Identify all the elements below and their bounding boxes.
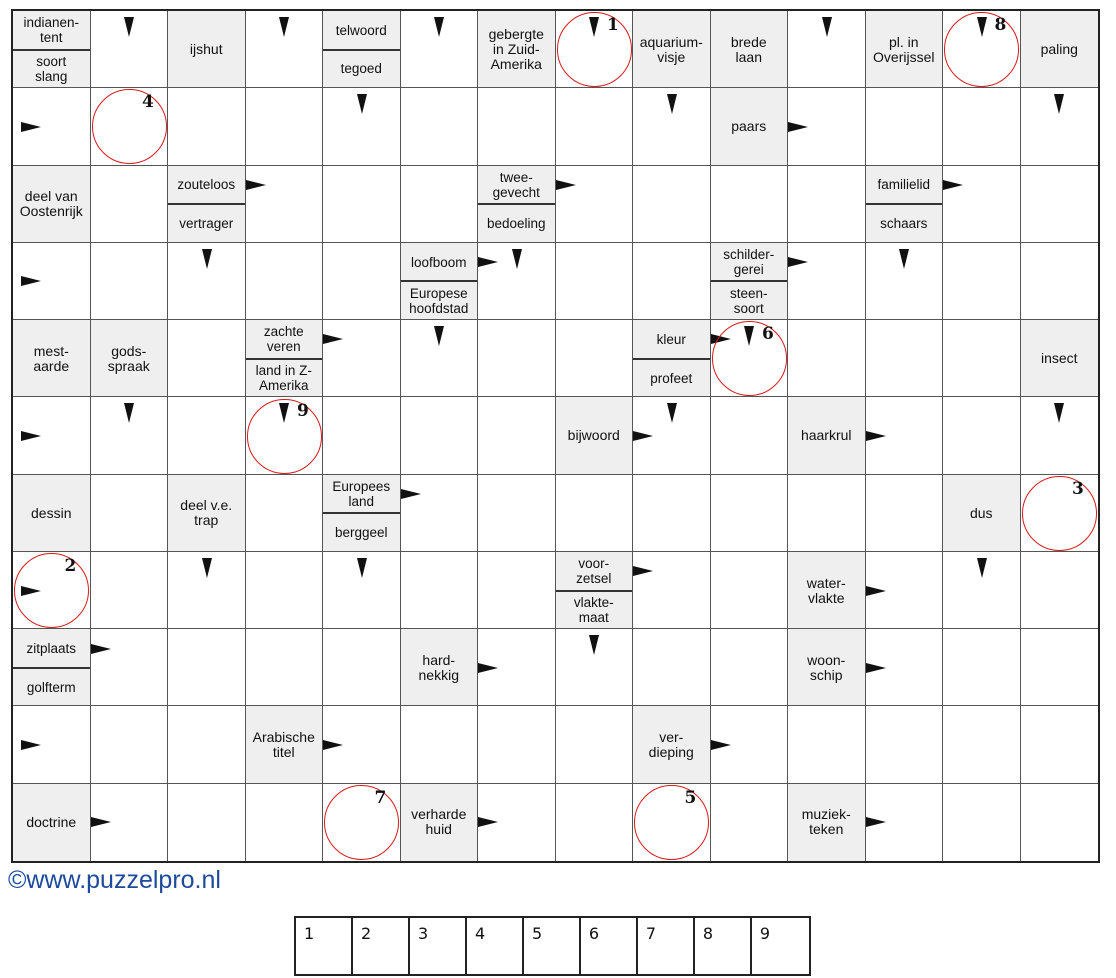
circle-number: 1 <box>607 15 619 35</box>
clue-cell <box>401 629 479 706</box>
arrow-down-icon <box>357 558 367 578</box>
clue-text: land in Z- Amerika <box>255 363 312 394</box>
answer-cell[interactable] <box>478 88 556 165</box>
answer-cell[interactable] <box>168 320 246 397</box>
arrow-right-icon <box>21 122 41 132</box>
clue-text: gods- spraak <box>107 342 150 374</box>
answer-cell[interactable] <box>711 784 789 861</box>
arrow-down-icon <box>977 17 987 37</box>
clue-cell <box>478 11 556 88</box>
answer-cell[interactable] <box>788 706 866 783</box>
clue-text: vertrager <box>179 215 234 231</box>
answer-cell[interactable] <box>246 475 324 552</box>
answer-cell[interactable] <box>866 88 944 165</box>
clue-cell <box>788 629 866 706</box>
solution-cell[interactable] <box>524 918 581 974</box>
answer-cell[interactable] <box>323 166 401 243</box>
arrow-down-icon <box>434 326 444 346</box>
arrow-down-icon <box>667 94 677 114</box>
answer-cell[interactable] <box>633 784 711 861</box>
clue-text: paling <box>1040 41 1078 58</box>
arrow-down-icon <box>667 403 677 423</box>
clue-cell <box>168 166 246 243</box>
clue-text: loofboom <box>410 254 467 270</box>
answer-cell[interactable] <box>168 629 246 706</box>
answer-cell[interactable] <box>556 166 634 243</box>
answer-cell[interactable] <box>323 784 401 861</box>
clue-cell <box>478 166 556 243</box>
answer-cell[interactable] <box>91 475 169 552</box>
arrow-right-icon <box>788 122 808 132</box>
answer-cell[interactable] <box>246 88 324 165</box>
clue-text: familielid <box>877 177 931 193</box>
answer-cell[interactable] <box>788 475 866 552</box>
answer-cell[interactable] <box>323 397 401 474</box>
clue-cell <box>866 166 944 243</box>
clue-cell <box>13 629 91 706</box>
circle-number: 9 <box>297 401 309 422</box>
clue-cell <box>633 11 711 88</box>
clue-cell <box>633 706 711 783</box>
answer-cell[interactable] <box>91 88 169 165</box>
clue-cell <box>323 475 401 552</box>
clue-cell <box>13 320 91 397</box>
arrow-right-icon <box>21 431 41 441</box>
answer-cell[interactable] <box>401 706 479 783</box>
answer-cell[interactable] <box>323 320 401 397</box>
arrow-right-icon <box>401 489 421 499</box>
arrow-right-icon <box>556 180 576 190</box>
clue-text: bedoeling <box>486 215 546 231</box>
circle-number: 2 <box>64 555 77 576</box>
arrow-right-icon <box>21 586 41 596</box>
clue-text: berggeel <box>334 525 388 541</box>
answer-cell[interactable] <box>478 706 556 783</box>
answer-cell[interactable] <box>401 88 479 165</box>
arrow-right-icon <box>633 566 653 576</box>
clue-text: schaars <box>880 215 928 231</box>
solution-number: 9 <box>759 924 771 943</box>
arrow-right-icon <box>866 586 886 596</box>
clue-text: hard- nekkig <box>418 651 459 683</box>
arrow-right-icon <box>91 644 111 654</box>
solution-number: 7 <box>645 924 657 943</box>
answer-cell[interactable] <box>323 629 401 706</box>
answer-cell[interactable] <box>168 397 246 474</box>
answer-cell[interactable] <box>711 397 789 474</box>
clue-text: ver- dieping <box>648 729 694 761</box>
answer-cell[interactable] <box>91 166 169 243</box>
arrow-down-icon <box>279 17 289 37</box>
circle-number: 5 <box>684 787 697 808</box>
answer-cell[interactable] <box>556 88 634 165</box>
copyright-text: ©www.puzzelpro.nl <box>8 866 221 894</box>
arrow-right-icon <box>323 334 343 344</box>
answer-cell[interactable] <box>1021 243 1099 320</box>
arrow-right-icon <box>711 334 731 344</box>
answer-cell[interactable] <box>1021 475 1099 552</box>
solution-cell[interactable] <box>296 918 353 974</box>
arrow-right-icon <box>943 180 963 190</box>
arrow-right-icon <box>866 431 886 441</box>
clue-text: haarkrul <box>800 427 852 444</box>
clue-text: golfterm <box>26 679 76 695</box>
answer-cell[interactable] <box>943 166 1021 243</box>
clue-text: pl. in Overijssel <box>873 33 935 65</box>
answer-cell[interactable] <box>943 243 1021 320</box>
answer-cell[interactable] <box>633 166 711 243</box>
arrow-right-icon <box>246 180 266 190</box>
answer-cell[interactable] <box>943 706 1021 783</box>
clue-text: brede laan <box>730 33 767 65</box>
arrow-right-icon <box>91 817 111 827</box>
clue-text: zachte veren <box>263 324 304 355</box>
answer-cell[interactable] <box>556 475 634 552</box>
clue-cell <box>323 11 401 88</box>
answer-cell[interactable] <box>943 397 1021 474</box>
clue-text: schilder- gerei <box>723 247 775 278</box>
clue-text: profeet <box>650 370 693 386</box>
answer-cell[interactable] <box>478 397 556 474</box>
clue-text: deel v.e. trap <box>180 497 233 529</box>
clue-text: doctrine <box>26 813 77 830</box>
answer-cell[interactable] <box>556 320 634 397</box>
answer-cell[interactable] <box>1021 166 1099 243</box>
answer-cell[interactable] <box>91 243 169 320</box>
clue-text: deel van Oostenrijk <box>19 188 83 220</box>
answer-cell[interactable] <box>401 166 479 243</box>
solution-cell[interactable] <box>752 918 809 974</box>
answer-cell[interactable] <box>168 706 246 783</box>
answer-cell[interactable] <box>401 397 479 474</box>
clue-text: zitplaats <box>26 640 77 656</box>
answer-cell[interactable] <box>943 629 1021 706</box>
answer-cell[interactable] <box>323 243 401 320</box>
answer-cell[interactable] <box>788 243 866 320</box>
clue-text: aquarium- visje <box>639 33 703 65</box>
clue-cell <box>943 475 1021 552</box>
clue-text: indianen- tent <box>23 15 80 46</box>
answer-cell[interactable] <box>633 552 711 629</box>
clue-cell <box>556 397 634 474</box>
clue-cell <box>788 397 866 474</box>
clue-text: muziek- teken <box>801 806 851 838</box>
circle-number: 3 <box>1072 478 1084 499</box>
circle-number: 4 <box>142 92 154 113</box>
answer-cell[interactable] <box>478 475 556 552</box>
solution-cell[interactable] <box>467 918 524 974</box>
clue-cell <box>168 11 246 88</box>
arrow-right-icon <box>21 276 41 286</box>
clue-text: zouteloos <box>177 177 236 193</box>
answer-cell[interactable] <box>711 166 789 243</box>
arrow-down-icon <box>1054 94 1064 114</box>
answer-cell[interactable] <box>401 475 479 552</box>
clue-cell <box>556 552 634 629</box>
arrow-right-icon <box>323 740 343 750</box>
solution-cell[interactable] <box>410 918 467 974</box>
clue-text: bijwoord <box>567 427 620 444</box>
clue-text: paars <box>731 118 767 135</box>
answer-cell[interactable] <box>633 243 711 320</box>
clue-text: verharde huid <box>411 806 467 838</box>
arrow-right-icon <box>478 663 498 673</box>
answer-cell[interactable] <box>246 552 324 629</box>
arrow-down-icon <box>744 326 754 346</box>
circle-number: 7 <box>374 787 387 808</box>
arrow-right-icon <box>866 663 886 673</box>
answer-cell[interactable] <box>711 629 789 706</box>
clue-cell <box>788 784 866 861</box>
answer-cell[interactable] <box>711 552 789 629</box>
solution-number: 3 <box>417 924 429 943</box>
crossword-grid <box>11 9 1100 863</box>
arrow-down-icon <box>589 635 599 655</box>
answer-cell[interactable] <box>788 166 866 243</box>
clue-text: dessin <box>31 504 72 521</box>
clue-text: Europees land <box>332 478 391 509</box>
answer-cell[interactable] <box>401 552 479 629</box>
answer-cell[interactable] <box>788 320 866 397</box>
arrow-right-icon <box>633 431 653 441</box>
solution-number: 4 <box>474 924 486 943</box>
answer-cell[interactable] <box>246 629 324 706</box>
clue-text: insect <box>1040 350 1078 367</box>
clue-text: steen- soort <box>729 285 768 316</box>
arrow-down-icon <box>202 558 212 578</box>
clue-cell <box>401 243 479 320</box>
clue-text: soort slang <box>35 53 68 84</box>
clue-cell <box>246 706 324 783</box>
answer-cell[interactable] <box>943 784 1021 861</box>
answer-cell[interactable] <box>943 88 1021 165</box>
answer-cell[interactable] <box>556 784 634 861</box>
solution-cell[interactable] <box>695 918 752 974</box>
arrow-down-icon <box>512 249 522 269</box>
arrow-down-icon <box>822 17 832 37</box>
clue-text: tegoed <box>340 61 382 77</box>
arrow-right-icon <box>711 740 731 750</box>
clue-cell <box>711 11 789 88</box>
clue-cell <box>13 166 91 243</box>
solution-number: 6 <box>588 924 600 943</box>
answer-cell[interactable] <box>866 475 944 552</box>
clue-text: telwoord <box>335 22 387 38</box>
clue-cell <box>711 243 789 320</box>
answer-cell[interactable] <box>246 166 324 243</box>
clue-text: water- vlakte <box>806 574 846 606</box>
arrow-right-icon <box>788 257 808 267</box>
clue-text: Europese hoofdstad <box>409 285 469 316</box>
arrow-down-icon <box>124 17 134 37</box>
arrow-down-icon <box>279 403 289 423</box>
answer-cell[interactable] <box>91 552 169 629</box>
arrow-down-icon <box>977 558 987 578</box>
clue-text: dus <box>969 504 993 521</box>
circle-number: 6 <box>762 324 774 345</box>
arrow-down-icon <box>124 403 134 423</box>
solution-number: 8 <box>702 924 714 943</box>
answer-cell[interactable] <box>556 243 634 320</box>
solution-number: 1 <box>304 924 315 943</box>
answer-cell[interactable] <box>711 475 789 552</box>
answer-cell[interactable] <box>556 706 634 783</box>
solution-cell[interactable] <box>638 918 695 974</box>
arrow-right-icon <box>478 257 498 267</box>
answer-cell[interactable] <box>633 629 711 706</box>
clue-text: gebergte in Zuid- Amerika <box>488 26 544 73</box>
answer-cell[interactable] <box>168 88 246 165</box>
answer-cell[interactable] <box>478 320 556 397</box>
answer-cell[interactable] <box>866 320 944 397</box>
arrow-down-icon <box>202 249 212 269</box>
answer-cell[interactable] <box>633 475 711 552</box>
clue-cell <box>633 320 711 397</box>
arrow-down-icon <box>434 17 444 37</box>
answer-cell[interactable] <box>168 784 246 861</box>
clue-cell <box>13 11 91 88</box>
answer-cell[interactable] <box>246 243 324 320</box>
clue-text: mest- aarde <box>33 342 70 374</box>
clue-cell <box>13 784 91 861</box>
arrow-down-icon <box>1054 403 1064 423</box>
clue-cell <box>13 475 91 552</box>
clue-cell <box>1021 320 1099 397</box>
clue-cell <box>91 320 169 397</box>
arrow-right-icon <box>21 740 41 750</box>
arrow-down-icon <box>589 17 599 37</box>
arrow-down-icon <box>357 94 367 114</box>
circle-number: 8 <box>994 15 1007 35</box>
answer-cell[interactable] <box>91 629 169 706</box>
solution-cell[interactable] <box>581 918 638 974</box>
answer-cell[interactable] <box>1021 706 1099 783</box>
answer-cell[interactable] <box>1021 552 1099 629</box>
clue-text: Arabische titel <box>252 729 315 761</box>
clue-cell <box>246 320 324 397</box>
answer-cell[interactable] <box>1021 629 1099 706</box>
arrow-right-icon <box>866 817 886 827</box>
clue-text: ijshut <box>189 41 223 58</box>
clue-text: voor- zetsel <box>576 556 612 587</box>
clue-cell <box>1021 11 1099 88</box>
clue-cell <box>711 88 789 165</box>
answer-cell[interactable] <box>943 320 1021 397</box>
answer-cell[interactable] <box>866 706 944 783</box>
answer-cell[interactable] <box>91 706 169 783</box>
arrow-right-icon <box>478 817 498 827</box>
clue-text: vlakte- maat <box>573 594 614 625</box>
solution-number: 5 <box>531 924 543 943</box>
answer-cell[interactable] <box>1021 784 1099 861</box>
solution-number: 2 <box>360 924 372 943</box>
clue-cell <box>168 475 246 552</box>
clue-text: twee- gevecht <box>492 169 540 200</box>
answer-cell[interactable] <box>478 552 556 629</box>
answer-cell[interactable] <box>246 784 324 861</box>
arrow-down-icon <box>899 249 909 269</box>
clue-cell <box>866 11 944 88</box>
clue-text: kleur <box>656 331 686 347</box>
solution-cell[interactable] <box>353 918 410 974</box>
clue-cell <box>788 552 866 629</box>
clue-text: woon- schip <box>807 651 846 683</box>
solution-row <box>294 916 811 976</box>
clue-cell <box>401 784 479 861</box>
